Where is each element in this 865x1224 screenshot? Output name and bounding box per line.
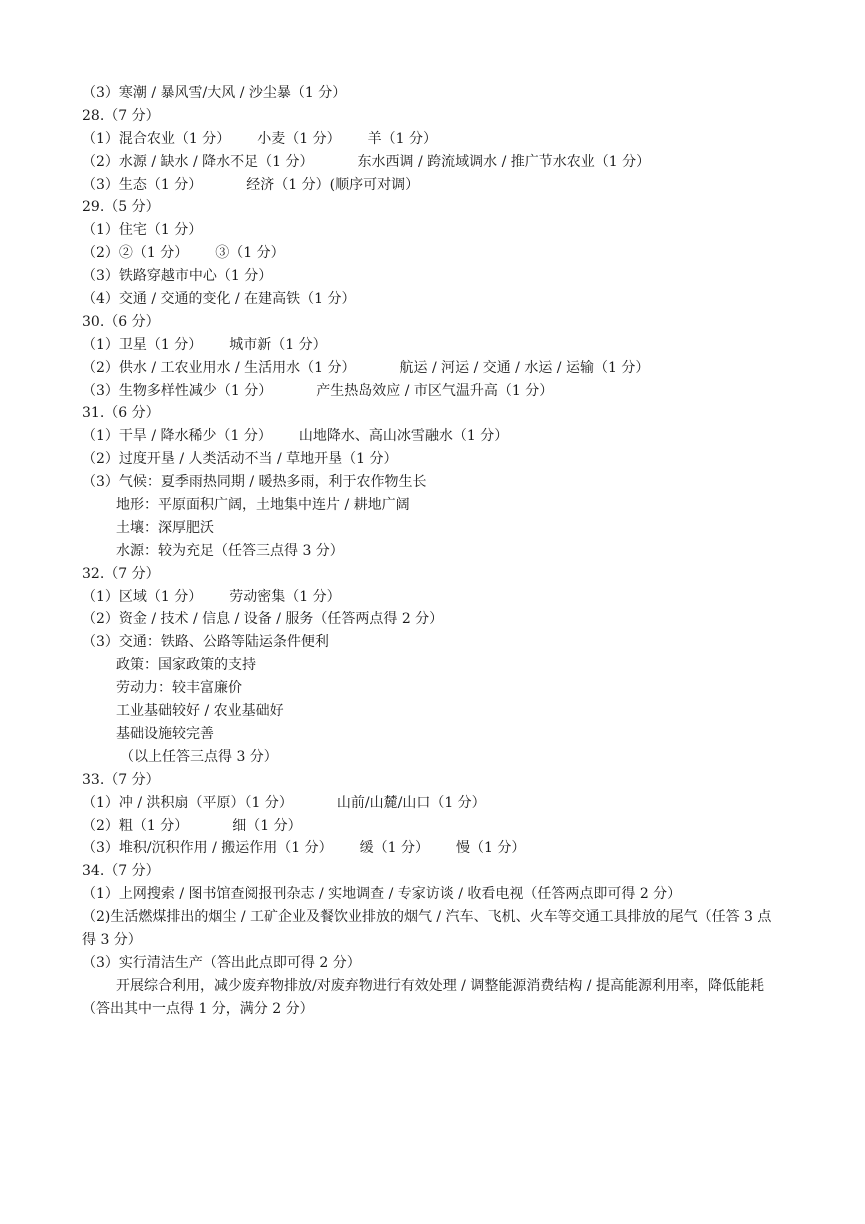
answer-text: 城市新（1 分） [229, 336, 327, 353]
question-heading [0, 563, 865, 586]
answer-text: （3）堆积/沉积作用 / 搬运作用（1 分） [82, 840, 333, 857]
answer-text: （3）寒潮 / 暴风雪/大风 / 沙尘暴（1 分） [82, 85, 347, 101]
answer-text: 水源：较为充足（任答三点得 3 分） [116, 542, 344, 559]
answer-text: （3）生态（1 分） [82, 176, 203, 193]
answer-line [0, 82, 865, 105]
answer-key-page [0, 82, 865, 1021]
answer-text: 工业基础较好 / 农业基础好 [116, 703, 284, 720]
question-heading [0, 105, 865, 128]
answer-line [0, 128, 865, 151]
answer-line [0, 837, 865, 860]
answer-text: 缓（1 分） [359, 840, 429, 857]
answer-text: 慢（1 分） [455, 840, 526, 857]
answer-line [0, 677, 865, 700]
answer-line [0, 471, 865, 494]
answer-text: 劳动力：较丰富廉价 [116, 680, 242, 697]
answer-line [0, 700, 865, 723]
answer-line [0, 540, 865, 563]
question-heading [0, 311, 865, 334]
answer-paragraph: （2)生活燃煤排出的烟尘 / 工矿企业及餐饮业排放的烟气 / 汽车、飞机、火车等交通工具排放的尾气（任答 3 点得 3 分） [82, 909, 772, 948]
answer-text: （2）②（1 分） [82, 245, 189, 262]
answer-paragraph: 开展综合利用，减少废弃物排放/对废弃物进行有效处理 / 调整能源消费结构 / 提高能源利用率，降低能耗（答出其中一点得 1 分，满分 2 分） [82, 977, 764, 1017]
answer-text: （2）供水 / 工农业用水 / 生活用水（1 分） [82, 359, 356, 376]
question-number: 30.（6 分） [82, 313, 160, 330]
answer-text: 东水西调 / 跨流域调水 / 推广节水农业（1 分） [357, 153, 651, 170]
answer-line [0, 883, 865, 906]
question-heading [0, 196, 865, 219]
answer-text: （1）混合农业（1 分） [82, 130, 231, 147]
answer-line [0, 631, 865, 654]
answer-text: 土壤：深厚肥沃 [116, 519, 214, 536]
question-heading [0, 860, 865, 883]
answer-text: （3）气候：夏季雨热同期 / 暖热多雨，利于农作物生长 [82, 474, 427, 491]
answer-line [0, 608, 865, 631]
answer-line [0, 425, 865, 448]
answer-text: 产生热岛效应 / 市区气温升高（1 分） [316, 382, 554, 399]
answer-text: 政策：国家政策的支持 [116, 657, 256, 674]
answer-line [0, 654, 865, 677]
answer-line [0, 586, 865, 609]
answer-line [0, 174, 865, 197]
answer-line [0, 746, 865, 769]
answer-line [0, 219, 865, 242]
answer-text: （1）卫星（1 分） [82, 336, 203, 353]
answer-text: （1）区域（1 分） [82, 588, 203, 605]
answer-line [0, 815, 865, 838]
answer-text: （4）交通 / 交通的变化 / 在建高铁（1 分） [82, 291, 356, 308]
question-heading [0, 769, 865, 792]
answer-line [0, 380, 865, 403]
answer-text: ③（1 分） [215, 245, 285, 262]
answer-text: 山前/山麓/山口（1 分） [336, 794, 486, 811]
answer-line [0, 723, 865, 746]
answer-text: 小麦（1 分） [257, 130, 341, 147]
answer-line [0, 448, 865, 471]
answer-text: 地形：平原面积广阔，土地集中连片 / 耕地广阔 [116, 497, 410, 514]
answer-text: 基础设施较完善 [116, 725, 214, 742]
question-number: 28.（7 分） [82, 107, 160, 124]
answer-text: （1）上网搜索 / 图书馆查阅报刊杂志 / 实地调查 / 专家访谈 / 收看电视（任答两点即可得 2 分） [82, 886, 682, 903]
answer-line [0, 952, 865, 975]
answer-text: （2）过度开垦 / 人类活动不当 / 草地开垦（1 分） [82, 451, 398, 468]
answer-line [0, 357, 865, 380]
question-heading [0, 402, 865, 425]
question-number: 33.（7 分） [82, 771, 160, 788]
answer-text: （3）实行清洁生产（答出此点即可得 2 分） [82, 954, 361, 971]
answer-text: 劳动密集（1 分） [229, 588, 341, 605]
answer-text: 山地降水、高山冰雪融水（1 分） [298, 428, 509, 445]
question-number: 31.（6 分） [82, 405, 160, 422]
answer-line [0, 288, 865, 311]
answer-text: （以上任答三点得 3 分） [120, 748, 278, 765]
answer-text: （2）水源 / 缺水 / 降水不足（1 分） [82, 153, 314, 170]
answer-line [0, 334, 865, 357]
answer-text: （1）住宅（1 分） [82, 222, 203, 239]
answer-line [0, 242, 865, 265]
answer-line [0, 517, 865, 540]
answer-line [0, 265, 865, 288]
answer-line [0, 494, 865, 517]
answer-text: （3）生物多样性减少（1 分） [82, 382, 273, 399]
answer-text: （1）冲 / 洪积扇（平原）（1 分） [82, 794, 293, 811]
answer-line [0, 151, 865, 174]
question-number: 34.（7 分） [82, 863, 160, 880]
answer-text: 航运 / 河运 / 交通 / 水运 / 运输（1 分） [399, 359, 650, 376]
answer-text: （3）铁路穿越市中心（1 分） [82, 268, 273, 285]
answer-text: 经济（1 分）(顺序可对调） [246, 176, 420, 193]
answer-text: （3）交通：铁路、公路等陆运条件便利 [82, 634, 329, 651]
answer-text: （2）资金 / 技术 / 信息 / 设备 / 服务（任答两点得 2 分） [82, 611, 444, 628]
answer-text: 羊（1 分） [367, 130, 437, 147]
answer-text: （2）粗（1 分） [82, 817, 189, 834]
question-number: 29.（5 分） [82, 199, 160, 216]
question-number: 32.（7 分） [82, 565, 160, 582]
answer-text: 细（1 分） [232, 817, 302, 834]
answer-text: （1）干旱 / 降水稀少（1 分） [82, 428, 272, 445]
answer-line [0, 792, 865, 815]
